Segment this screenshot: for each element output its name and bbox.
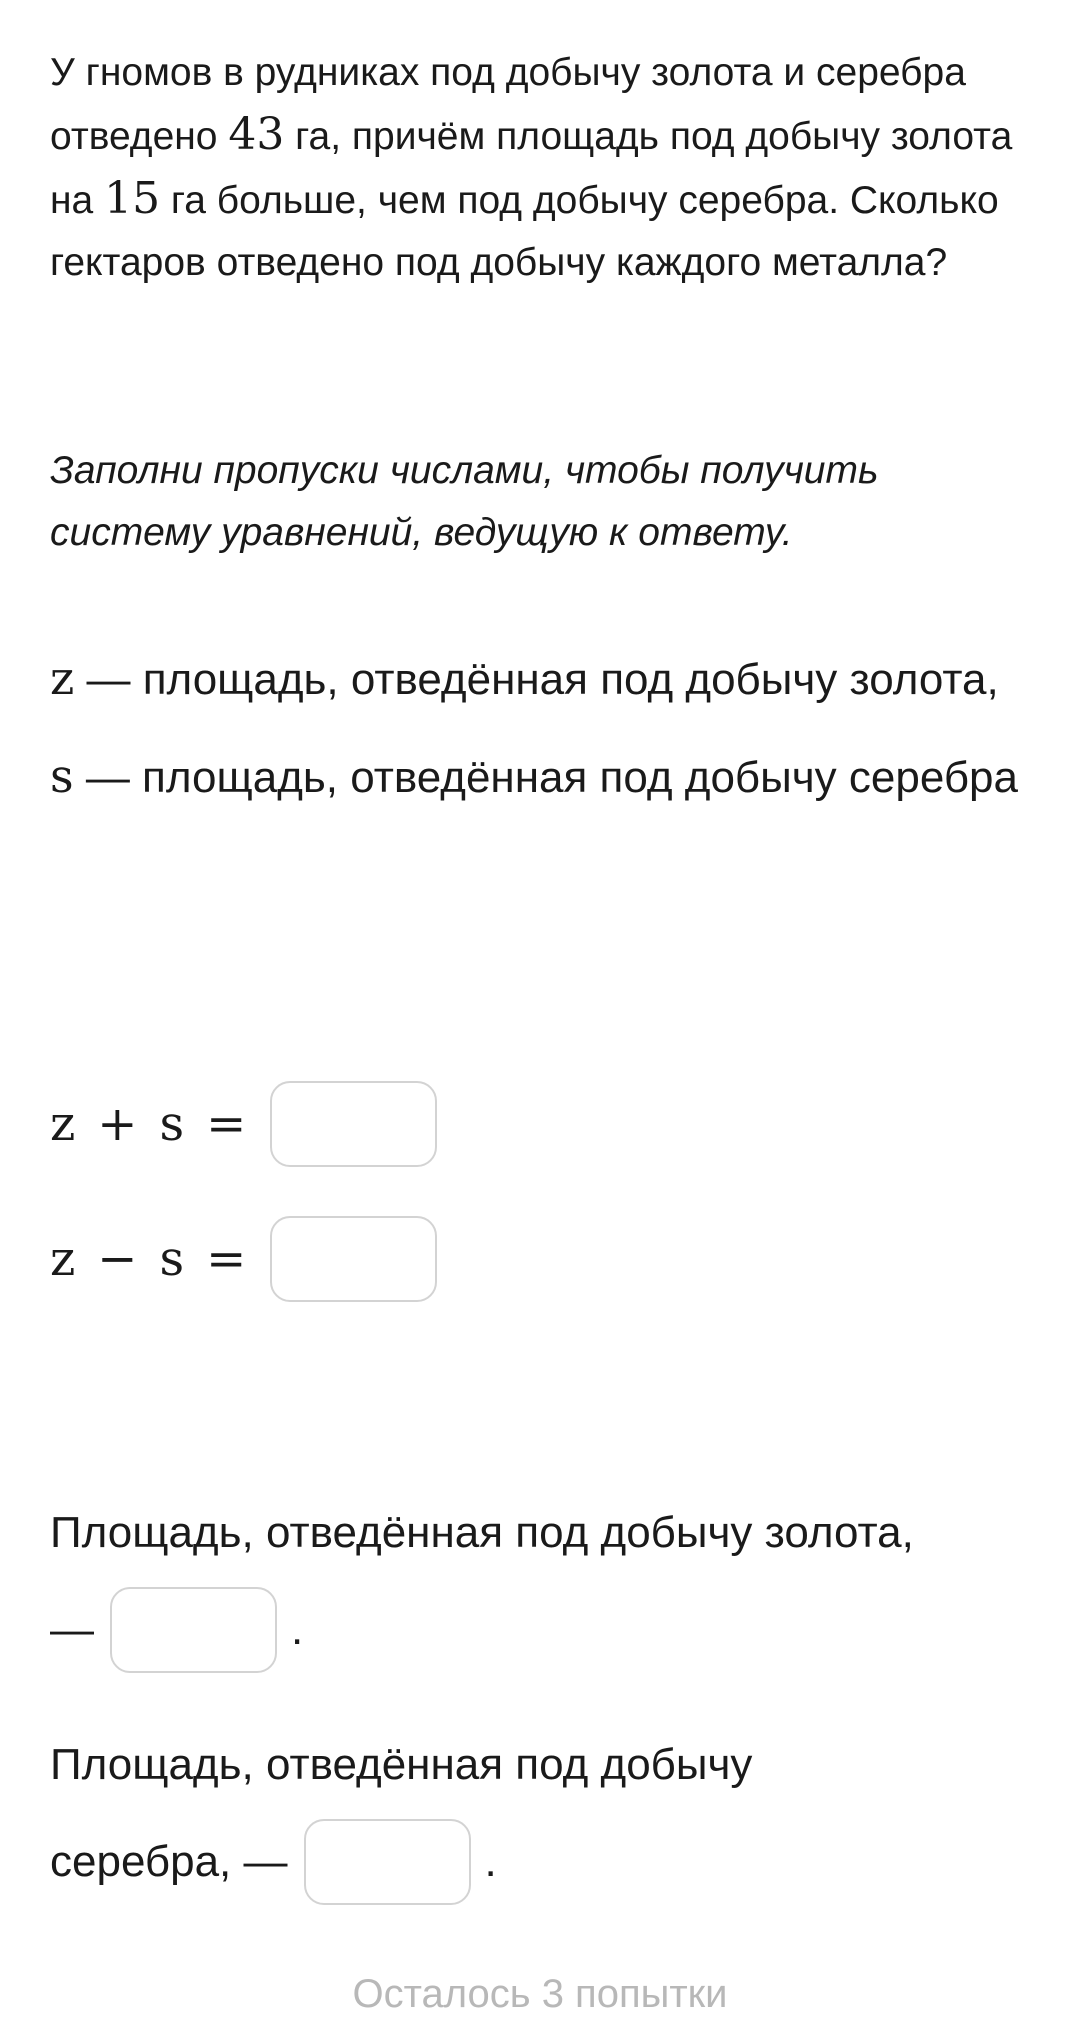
- variable-definition: [50, 630, 1030, 826]
- variable-z-description: — площадь, отведённая под добычу золота,: [74, 655, 999, 704]
- silver-area-answer: [50, 1716, 1030, 1910]
- gold-area-answer: [50, 1484, 1030, 1678]
- equation-difference-row: [50, 1215, 437, 1303]
- difference-answer-input[interactable]: [270, 1216, 437, 1302]
- equation-sum-row: [50, 1080, 437, 1168]
- silver-area-period: .: [484, 1836, 497, 1886]
- silver-area-input[interactable]: [304, 1819, 471, 1905]
- gold-area-label: Площадь, отведённая под добычу золота,: [50, 1508, 914, 1557]
- problem-text-part2: га, причём площадь под добычу золота на: [50, 115, 1013, 222]
- equation-difference-left: z: [50, 1231, 76, 1287]
- gold-area-input[interactable]: [110, 1587, 277, 1673]
- gold-area-dash: —: [50, 1604, 94, 1654]
- equation-difference-equals: =: [206, 1231, 247, 1287]
- instruction-text: Заполни пропуски числами, чтобы получить систему уравнений, ведущую к ответу.: [50, 449, 879, 554]
- equation-difference-operator: −: [97, 1231, 138, 1287]
- equation-sum-right: s: [159, 1096, 185, 1152]
- problem-text-part3: га больше, чем под добычу серебра. Сколько гектаров отведено под добычу каждого металла?: [50, 179, 999, 284]
- silver-area-prefix: серебра, —: [50, 1836, 288, 1886]
- equation-difference-expression: [50, 1231, 270, 1287]
- problem-statement: [50, 42, 1030, 294]
- equation-sum-expression: [50, 1096, 270, 1152]
- sum-answer-input[interactable]: [270, 1081, 437, 1167]
- gold-area-input-line: [50, 1581, 1030, 1678]
- equation-sum-operator: +: [97, 1096, 138, 1152]
- variable-s-description: — площадь, отведённая под добычу серебра: [73, 753, 1018, 802]
- equation-sum-equals: =: [206, 1096, 247, 1152]
- difference-number: 15: [104, 173, 161, 224]
- equation-sum-left: z: [50, 1096, 76, 1152]
- problem-text-part1: У гномов в рудниках под добычу золота и серебра отведено: [50, 51, 966, 158]
- variable-s: s: [50, 749, 74, 803]
- equation-difference-right: s: [159, 1231, 185, 1287]
- total-area-number: 43: [228, 109, 285, 160]
- silver-area-label: Площадь, отведённая под добычу: [50, 1740, 753, 1789]
- attempts-remaining: Осталось 3 попытки: [352, 1972, 728, 2016]
- silver-area-input-line: [50, 1813, 1030, 1910]
- gold-area-period: .: [291, 1604, 304, 1654]
- variable-z: z: [50, 651, 75, 705]
